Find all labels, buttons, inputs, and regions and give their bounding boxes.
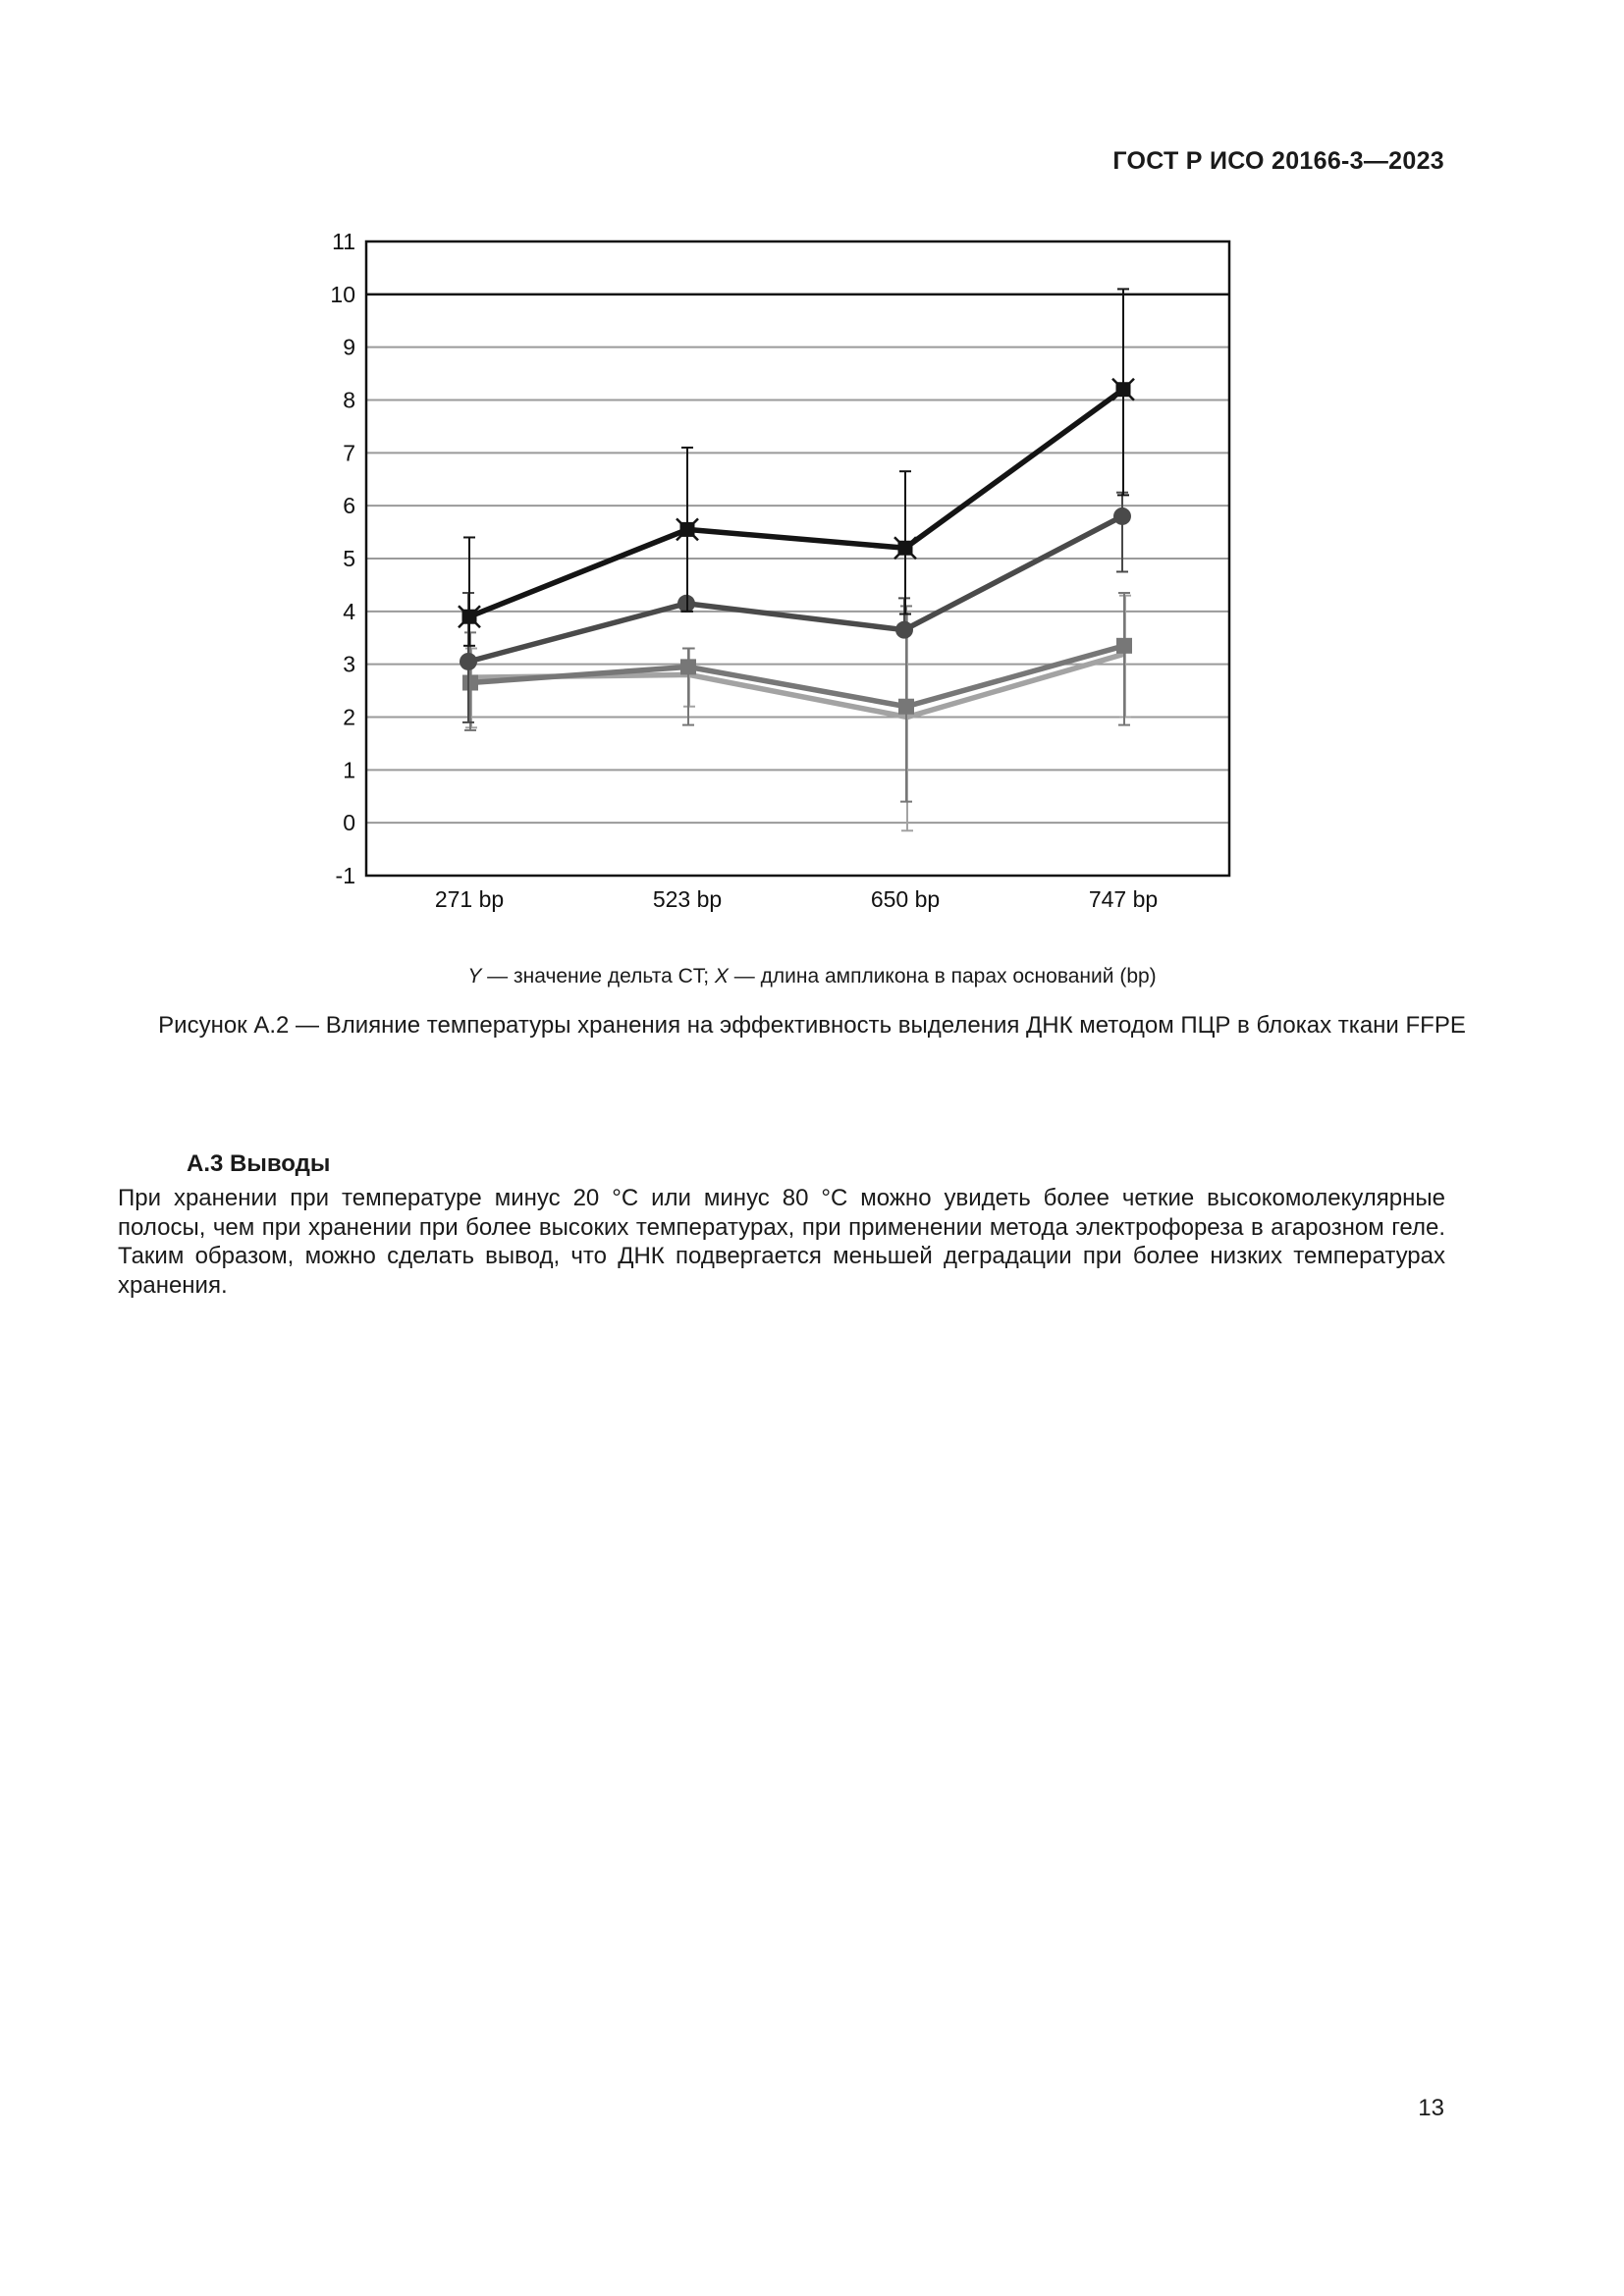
data-point xyxy=(895,621,913,639)
y-tick-label: 8 xyxy=(343,387,355,413)
series-line xyxy=(469,390,1123,616)
x-tick-label: 523 bp xyxy=(652,886,723,912)
figure-caption: Рисунок А.2 — Влияние температуры хранения на эффективность выделения ДНК методом ПЦР в блоках ткани FFPE xyxy=(158,1012,1466,1039)
y-axis xyxy=(330,229,355,888)
data-point xyxy=(1113,507,1131,525)
axis-legend xyxy=(0,965,1624,988)
x-symbol: X xyxy=(714,965,729,988)
y-tick-label: 2 xyxy=(343,704,355,730)
section-paragraph: При хранении при температуре минус 20 °С или минус 80 °С можно увидеть более четкие высокомолекулярные полосы, чем при хранении при более высоких температурах, при применении метода электрофореза в агарозном геле. Таким образом, можно сделать вывод, что ДНК подвергается меньшей деградации при более низких температурах хранения. xyxy=(118,1185,1445,1299)
data-point xyxy=(680,659,696,674)
data-point xyxy=(462,675,478,691)
section-heading: А.3 Выводы xyxy=(187,1150,331,1177)
y-tick-label: 0 xyxy=(343,810,355,836)
y-tick-label: 3 xyxy=(343,651,355,677)
y-symbol: Y xyxy=(467,965,482,988)
y-tick-label: 5 xyxy=(343,546,355,571)
y-tick-label: -1 xyxy=(335,863,355,888)
x-tick-label: 650 bp xyxy=(870,886,941,912)
y-description: — значение дельта CT; xyxy=(481,965,715,988)
y-tick-label: 6 xyxy=(343,493,355,519)
line-chart xyxy=(0,0,1624,962)
gridlines xyxy=(366,294,1229,823)
series-4 xyxy=(465,596,1131,831)
x-tick-label: 271 bp xyxy=(434,886,505,912)
y-tick-label: 9 xyxy=(343,334,355,360)
y-tick-label: 11 xyxy=(332,229,355,254)
x-tick-label: 747 bp xyxy=(1088,886,1159,912)
y-tick-label: 10 xyxy=(330,281,355,307)
y-tick-label: 7 xyxy=(343,440,355,466)
data-point xyxy=(898,699,914,715)
series-1 xyxy=(459,289,1134,645)
x-description: — длина ампликона в парах оснований (bp) xyxy=(728,965,1157,988)
y-tick-label: 4 xyxy=(343,598,355,624)
page-number: 13 xyxy=(1418,2095,1444,2121)
series-group xyxy=(459,289,1134,830)
x-axis xyxy=(435,886,1158,912)
data-point xyxy=(1116,638,1132,654)
data-point xyxy=(460,653,477,670)
y-tick-label: 1 xyxy=(343,757,355,783)
document-code: ГОСТ Р ИСО 20166-3—2023 xyxy=(1112,147,1444,175)
